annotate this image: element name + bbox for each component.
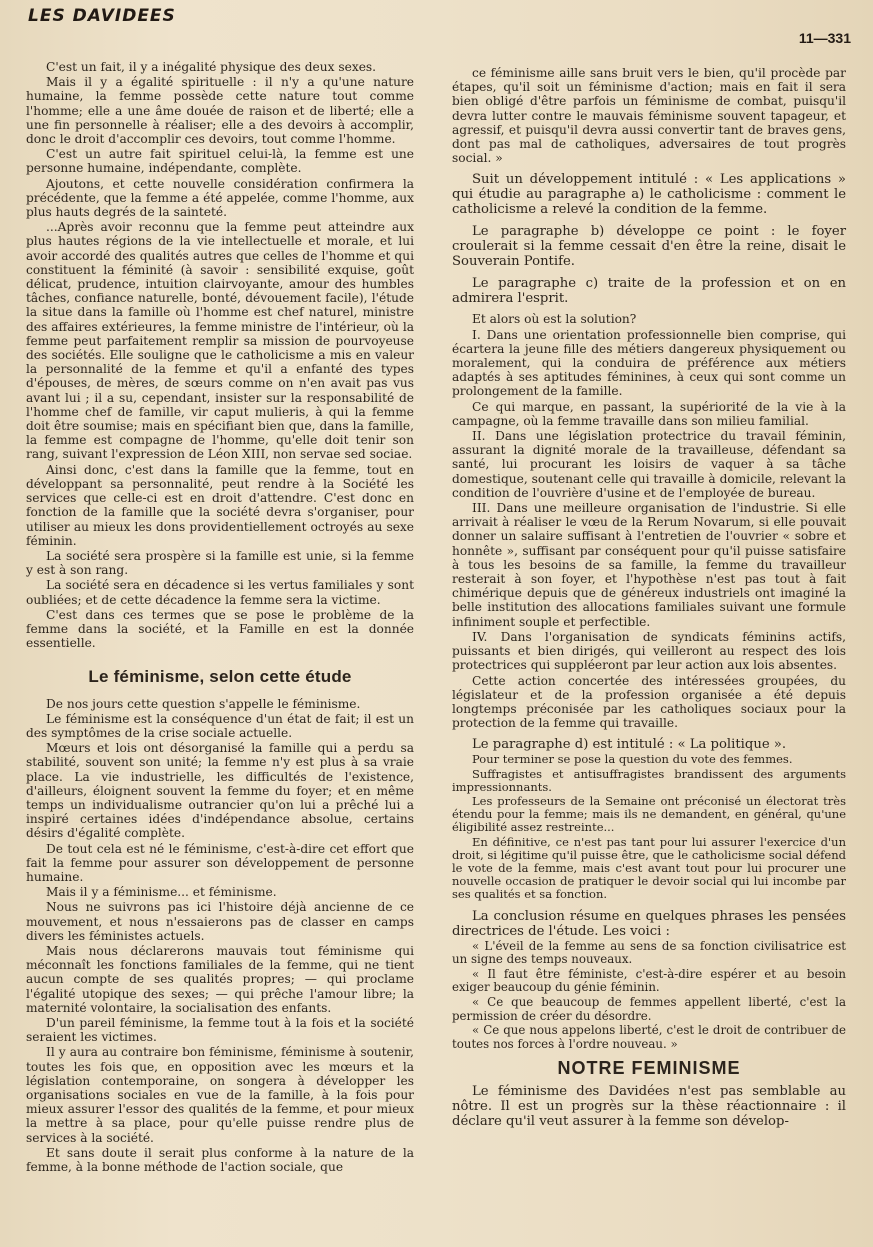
quote: « Il faut être féministe, c'est-à-dire espérer et au besoin exiger beaucoup du génie féminin. bbox=[452, 966, 846, 995]
paragraph: Le paragraphe d) est intitulé : « La politique ». bbox=[472, 737, 787, 753]
paragraph: Nous ne suivrons pas ici l'histoire déjà ancienne de ce mouvement, et nous n'essaierons pas de classer en camps divers les féministes actuels. bbox=[26, 900, 414, 943]
paragraph: Pour terminer se pose la question du vote des femmes. bbox=[472, 752, 793, 767]
paragraph: Il y aura au contraire bon féminisme, féminisme à soutenir, toutes les fois que, en opposition avec les mœurs et la législation contemporaine, on songera à développer les organisations sociales en vue de la famille, à la fois pour mieux assurer l'essor des qualités de la femme, et pour mieux la mettre à sa place, pour qu'elle puisse rendre plus de services à la société. bbox=[26, 1045, 414, 1145]
paragraph: De tout cela est né le féminisme, c'est-à-dire cet effort que fait la femme pour assurer son développement de personne humaine. bbox=[26, 841, 414, 884]
paragraph: Les professeurs de la Semaine ont préconisé un électorat très étendu pour la femme; mais ils ne demandent, en général, qu'une éligibilité assez restreinte... bbox=[452, 793, 846, 835]
section-heading: Le féminisme, selon cette étude bbox=[88, 667, 352, 687]
paragraph: Cette action concertée des intéressées groupées, du législateur et de la profession organisée a été depuis longtemps préconisée par les catholiques sociaux pour la protection de la femme qui travaille. bbox=[452, 673, 846, 731]
quote: « Ce que beaucoup de femmes appellent liberté, c'est la permission de créer du désordre. bbox=[452, 994, 846, 1023]
section-heading: NOTRE FEMINISME bbox=[557, 1058, 741, 1079]
paragraph: Suffragistes et antisuffragistes brandissent des arguments impressionnants. bbox=[452, 766, 846, 794]
paragraph: Le paragraphe b) développe ce point : le foyer croulerait si la femme cessait d'en être la reine, disait le Souverain Pontife. bbox=[452, 224, 846, 270]
paragraph: La société sera prospère si la famille est unie, si la femme y est à son rang. bbox=[26, 548, 414, 578]
running-head: LES DAVIDEES bbox=[28, 6, 176, 26]
paragraph: Ce qui marque, en passant, la supériorité de la vie à la campagne, où la femme travaille dans son milieu familial. bbox=[452, 399, 846, 428]
paragraph: La société sera en décadence si les vertus familiales y sont oubliées; et de cette décadence la femme sera la victime. bbox=[26, 578, 414, 607]
paragraph: La conclusion résume en quelques phrases les pensées directrices de l'étude. Les voici : bbox=[452, 908, 846, 939]
paragraph: IV. Dans l'organisation de syndicats féminins actifs, puissants et bien dirigés, qui veilleront au respect des lois protectrices qui suppléeront par leur action aux lois absentes. bbox=[452, 629, 846, 673]
paragraph: Ajoutons, et cette nouvelle considération confirmera la précédente, que la femme a été appelée, comme l'homme, aux plus hauts degrés de la sainteté. bbox=[26, 176, 414, 220]
paragraph: Le paragraphe c) traite de la profession et on en admirera l'esprit. bbox=[452, 276, 846, 307]
page-number: 11—331 bbox=[798, 30, 851, 46]
paragraph: ...Après avoir reconnu que la femme peut atteindre aux plus hautes régions de la vie intellectuelle et morale, et lui avoir accordé des qualités autres que celles de l'homme et qui constituent la féminité (à savoir : sensibilité exquise, goût délicat, prudence, intuition clairvoyante, amour des humbles tâches, confiance naturelle, bonté, dévouement facile), l'étude la situe dans la famille où l'homme est chef naturel, ministre des affaires extérieures, la femme ministre de l'intérieur, où la femme peut parfaitement remplir sa mission de pourvoyeuse des sociétés. Elle souligne que le catholicisme a mis en valeur la personnalité de la femme et qu'il a enfanté des types d'épouses, de mères, de sœurs comme on n'en avait pas vus avant lui ; il a su, cependant, insister sur la responsabilité de l'homme chef de famille, vir caput mulieris, à qui la femme doit être soumise; mais en spécifiant bien que, dans la famille, la femme est compagne de l'homme, qu'elle doit tenir son rang, suivant l'expression de Léon XIII, non servae sed sociae. bbox=[26, 220, 414, 462]
paragraph: De nos jours cette question s'appelle le féminisme. bbox=[46, 696, 361, 711]
paragraph: Et sans doute il serait plus conforme à la nature de la femme, à la bonne méthode de l'action sociale, que bbox=[26, 1145, 414, 1175]
paragraph: Ainsi donc, c'est dans la famille que la femme, tout en développant sa personnalité, peut rendre à la Société les services que celle-ci est en droit d'attendre. C'est donc en fonction de la famille que la société devra s'organiser, pour utiliser au mieux les dons providentiellement octroyés au sexe féminin. bbox=[26, 462, 414, 548]
paragraph: II. Dans une législation protectrice du travail féminin, assurant la dignité morale de la travailleuse, défendant sa santé, lui procurant les loisirs de vaquer à sa tâche domestique, soutenant celle qui travaille à domicile, relevant la condition de l'ouvrière d'usine et de l'employée de bureau. bbox=[452, 429, 846, 500]
paragraph: C'est un autre fait spirituel celui-là, la femme est une personne humaine, indépendante, complète. bbox=[26, 147, 414, 176]
paragraph: Mais il y a égalité spirituelle : il n'y a qu'une nature humaine, la femme possède cette nature tout comme l'homme; elle a une âme douée de raison et de liberté; elle a une fin personnelle à réaliser; elle a des devoirs à accomplir, donc le droit d'accomplir ces devoirs, tout comme l'homme. bbox=[26, 75, 414, 147]
paragraph: Et alors où est la solution? bbox=[472, 312, 637, 327]
paragraph: Mais il y a féminisme... et féminisme. bbox=[46, 885, 277, 900]
paragraph: En définitive, ce n'est pas tant pour lui assurer l'exercice d'un droit, si légitime qu'il puisse être, que le catholicisme social défend le vote de la femme, mais c'est avant tout pour lui procurer une nouvelle occasion de pratiquer le devoir social qui lui incombe par ses qualités et sa fonction. bbox=[452, 834, 846, 902]
paragraph: C'est un fait, il y a inégalité physique des deux sexes. bbox=[46, 60, 377, 74]
paragraph: ce féminisme aille sans bruit vers le bien, qu'il procède par étapes, qu'il soit un féminisme d'action; mais en fait il sera bien obligé d'être parfois un féminisme de combat, puisqu'il devra lutter contre le mauvais féminisme souvent tapageur, et agressif, et puisqu'il devra aussi convertir tant de braves gens, dont pas mal de catholiques, adversaires de tout progrès social. » bbox=[452, 66, 846, 166]
paragraph: III. Dans une meilleure organisation de l'industrie. Si elle arrivait à réaliser le vœu de la Rerum Novarum, si elle pouvait donner un salaire suffisant à l'entretien de l'ouvrier « sobre et honnête », suffisant par conséquent pour qu'il puisse satisfaire à tous les besoins de sa famille, la femme du travailleur resterait à son foyer, et l'hypothèse n'est pas tout à fait chimérique depuis que de généreux industriels ont imaginé la belle institution des allocations familiales suivant une formule infiniment souple et perfectible. bbox=[452, 501, 846, 629]
paragraph: Le féminisme est la conséquence d'un état de fait; il est un des symptômes de la crise sociale actuelle. bbox=[26, 711, 414, 740]
paragraph: I. Dans une orientation professionnelle bien comprise, qui écartera la jeune fille des métiers dangereux physiquement ou moralement, qui la conduira de préférence aux métiers adaptés à ses aptitudes féminines, à ceux qui sont comme un prolongement de la famille. bbox=[452, 327, 846, 399]
right-column bbox=[452, 66, 846, 1130]
paragraph: Le féminisme des Davidées n'est pas semblable au nôtre. Il est un progrès sur la thèse réactionnaire : il déclare qu'il veut assurer à la femme son dévelop- bbox=[452, 1083, 846, 1129]
paragraph: Suit un développement intitulé : « Les applications » qui étudie au paragraphe a) le catholicisme : comment le catholicisme a relevé la condition de la femme. bbox=[452, 172, 846, 218]
paragraph: D'un pareil féminisme, la femme tout à la fois et la société seraient les victimes. bbox=[26, 1016, 414, 1045]
paragraph: Mœurs et lois ont désorganisé la famille qui a perdu sa stabilité, souvent son unité; la femme n'y est plus à sa vraie place. La vie industrielle, les difficultés de l'existence, d'ailleurs, éloignent souvent la femme du foyer; et en même temps un individualisme outrancier qu'on lui a prêché lui a inspiré certaines idées d'indépendance absolue, certains désirs d'égalité complète. bbox=[26, 741, 414, 841]
left-column bbox=[26, 60, 414, 1175]
quote: « Ce que nous appelons liberté, c'est le droit de contribuer de toutes nos forces à l'ordre nouveau. » bbox=[452, 1023, 846, 1051]
quote: « L'éveil de la femme au sens de sa fonction civilisatrice est un signe des temps nouveaux. bbox=[452, 938, 846, 967]
paragraph: Mais nous déclarerons mauvais tout féminisme qui méconnaît les fonctions familiales de la femme, qui ne tient aucun compte de ses qualités propres; — qui proclame l'égalité utopique des sexes; — qui prêche l'amour libre; la maternité volontaire, la socialisation des enfants. bbox=[26, 943, 414, 1015]
paragraph: C'est dans ces termes que se pose le problème de la femme dans la société, et la Famille en est la donnée essentielle. bbox=[26, 607, 414, 651]
